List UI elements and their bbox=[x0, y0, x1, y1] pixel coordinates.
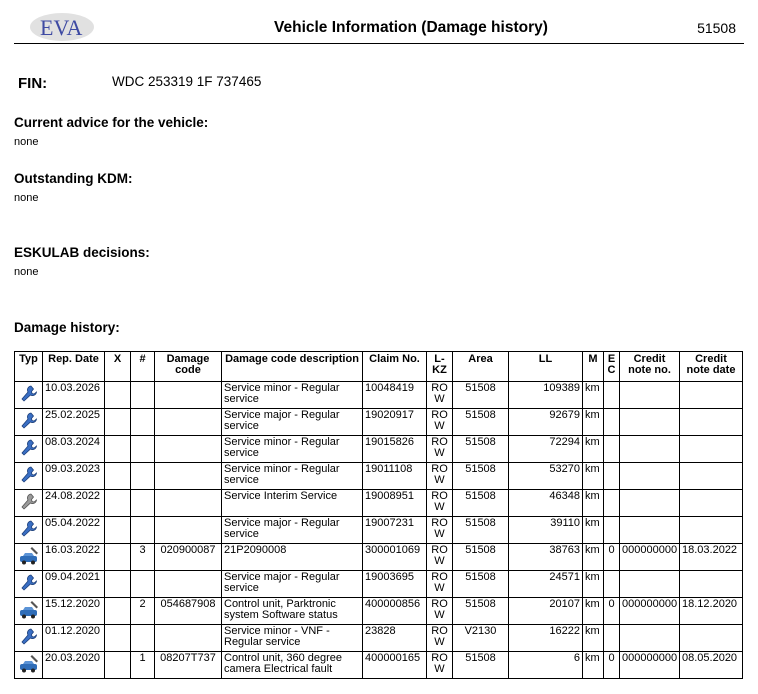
cell-area: 51508 bbox=[453, 517, 509, 544]
cell-description: Service major - Regular service bbox=[222, 409, 363, 436]
cell-damage-code: 020900087 bbox=[155, 544, 222, 571]
cell-ll: 53270 bbox=[509, 463, 583, 490]
cell-claim-no: 19007231 bbox=[363, 517, 427, 544]
cell-rep-date: 25.02.2025 bbox=[43, 409, 105, 436]
cell-description: Service minor - Regular service bbox=[222, 436, 363, 463]
cell-damage-code bbox=[155, 436, 222, 463]
cell-claim-no: 400000856 bbox=[363, 598, 427, 625]
cell-lkz: RO W bbox=[427, 382, 453, 409]
cell-rep-date: 09.04.2021 bbox=[43, 571, 105, 598]
cell-typ bbox=[15, 544, 43, 571]
cell-typ bbox=[15, 463, 43, 490]
table-row bbox=[15, 544, 743, 571]
cell-credit-note-no bbox=[620, 490, 680, 517]
cell-credit-note-no: 000000000 bbox=[620, 544, 680, 571]
cell-credit-note-no bbox=[620, 409, 680, 436]
cell-x bbox=[105, 598, 131, 625]
table-row bbox=[15, 436, 743, 463]
cell-ec: 0 bbox=[604, 544, 620, 571]
cell-claim-no: 19015826 bbox=[363, 436, 427, 463]
cell-damage-code: 08207T737 bbox=[155, 652, 222, 679]
cell-num: 1 bbox=[131, 652, 155, 679]
cell-ec bbox=[604, 409, 620, 436]
cell-num bbox=[131, 490, 155, 517]
cell-ll: 92679 bbox=[509, 409, 583, 436]
cell-credit-note-no bbox=[620, 436, 680, 463]
cell-x bbox=[105, 544, 131, 571]
cell-rep-date: 24.08.2022 bbox=[43, 490, 105, 517]
cell-num bbox=[131, 463, 155, 490]
cell-damage-code bbox=[155, 463, 222, 490]
kdm-text: none bbox=[14, 192, 39, 204]
cell-lkz: RO W bbox=[427, 463, 453, 490]
cell-lkz: RO W bbox=[427, 652, 453, 679]
cell-area: 51508 bbox=[453, 571, 509, 598]
cell-ec bbox=[604, 463, 620, 490]
cell-area: 51508 bbox=[453, 598, 509, 625]
wrench-grey-icon bbox=[18, 491, 40, 513]
cell-description: Service Interim Service bbox=[222, 490, 363, 517]
cell-lkz: RO W bbox=[427, 625, 453, 652]
cell-m: km bbox=[583, 490, 604, 517]
cell-claim-no: 10048419 bbox=[363, 382, 427, 409]
table-row bbox=[15, 598, 743, 625]
dealer-number: 51508 bbox=[697, 20, 736, 36]
cell-lkz: RO W bbox=[427, 517, 453, 544]
wrench-icon bbox=[18, 626, 40, 648]
col-lkz: L-KZ bbox=[427, 352, 453, 382]
cell-credit-note-date bbox=[680, 436, 743, 463]
cell-rep-date: 09.03.2023 bbox=[43, 463, 105, 490]
cell-lkz: RO W bbox=[427, 490, 453, 517]
cell-credit-note-date: 18.12.2020 bbox=[680, 598, 743, 625]
cell-credit-note-no bbox=[620, 625, 680, 652]
table-row bbox=[15, 571, 743, 598]
cell-ec bbox=[604, 571, 620, 598]
cell-rep-date: 05.04.2022 bbox=[43, 517, 105, 544]
col-ec: E C bbox=[604, 352, 620, 382]
cell-ec bbox=[604, 382, 620, 409]
table-row bbox=[15, 652, 743, 679]
cell-ec: 0 bbox=[604, 652, 620, 679]
advice-heading: Current advice for the vehicle: bbox=[14, 115, 209, 130]
col-m: M bbox=[583, 352, 604, 382]
cell-lkz: RO W bbox=[427, 598, 453, 625]
cell-num: 2 bbox=[131, 598, 155, 625]
col-ll: LL bbox=[509, 352, 583, 382]
history-heading: Damage history: bbox=[14, 320, 120, 335]
table-row bbox=[15, 463, 743, 490]
cell-ll: 109389 bbox=[509, 382, 583, 409]
cell-claim-no: 19003695 bbox=[363, 571, 427, 598]
cell-rep-date: 16.03.2022 bbox=[43, 544, 105, 571]
cell-x bbox=[105, 436, 131, 463]
col-num: # bbox=[131, 352, 155, 382]
cell-credit-note-date bbox=[680, 625, 743, 652]
cell-area: V2130 bbox=[453, 625, 509, 652]
cell-x bbox=[105, 409, 131, 436]
cell-ec bbox=[604, 436, 620, 463]
cell-x bbox=[105, 625, 131, 652]
wrench-icon bbox=[18, 464, 40, 486]
cell-damage-code bbox=[155, 571, 222, 598]
cell-credit-note-date bbox=[680, 463, 743, 490]
cell-credit-note-date: 18.03.2022 bbox=[680, 544, 743, 571]
cell-m: km bbox=[583, 409, 604, 436]
wrench-icon bbox=[18, 383, 40, 405]
cell-description: Service major - Regular service bbox=[222, 571, 363, 598]
cell-num bbox=[131, 382, 155, 409]
cell-ec bbox=[604, 490, 620, 517]
page-header bbox=[14, 10, 744, 44]
cell-m: km bbox=[583, 544, 604, 571]
cell-rep-date: 01.12.2020 bbox=[43, 625, 105, 652]
eskulab-text: none bbox=[14, 266, 39, 278]
cell-credit-note-date bbox=[680, 571, 743, 598]
cell-num bbox=[131, 409, 155, 436]
logo-text: EVA bbox=[40, 15, 83, 40]
cell-damage-code bbox=[155, 382, 222, 409]
cell-claim-no: 19008951 bbox=[363, 490, 427, 517]
cell-num bbox=[131, 436, 155, 463]
cell-credit-note-no bbox=[620, 571, 680, 598]
eva-logo bbox=[30, 13, 94, 41]
cell-area: 51508 bbox=[453, 436, 509, 463]
damage-history-table bbox=[14, 351, 743, 679]
cell-typ bbox=[15, 517, 43, 544]
page-title: Vehicle Information (Damage history) bbox=[274, 19, 548, 36]
cell-credit-note-no: 000000000 bbox=[620, 652, 680, 679]
col-description: Damage code description bbox=[222, 352, 363, 382]
cell-area: 51508 bbox=[453, 409, 509, 436]
cell-ec: 0 bbox=[604, 598, 620, 625]
cell-m: km bbox=[583, 382, 604, 409]
cell-credit-note-date bbox=[680, 409, 743, 436]
cell-description: Service major - Regular service bbox=[222, 517, 363, 544]
car-repair-icon bbox=[18, 653, 40, 675]
cell-description: Service minor - Regular service bbox=[222, 463, 363, 490]
col-area: Area bbox=[453, 352, 509, 382]
cell-damage-code bbox=[155, 625, 222, 652]
cell-m: km bbox=[583, 571, 604, 598]
cell-lkz: RO W bbox=[427, 544, 453, 571]
cell-typ bbox=[15, 652, 43, 679]
eskulab-heading: ESKULAB decisions: bbox=[14, 245, 150, 260]
cell-claim-no: 400000165 bbox=[363, 652, 427, 679]
cell-description: Control unit, Parktronic system Software status bbox=[222, 598, 363, 625]
cell-m: km bbox=[583, 625, 604, 652]
cell-ll: 20107 bbox=[509, 598, 583, 625]
cell-typ bbox=[15, 625, 43, 652]
col-typ: Typ bbox=[15, 352, 43, 382]
cell-typ bbox=[15, 571, 43, 598]
fin-label: FIN: bbox=[18, 75, 48, 92]
cell-area: 51508 bbox=[453, 463, 509, 490]
table-row bbox=[15, 625, 743, 652]
table-row bbox=[15, 517, 743, 544]
cell-x bbox=[105, 490, 131, 517]
cell-ll: 16222 bbox=[509, 625, 583, 652]
cell-m: km bbox=[583, 436, 604, 463]
wrench-icon bbox=[18, 572, 40, 594]
cell-claim-no: 300001069 bbox=[363, 544, 427, 571]
table-row bbox=[15, 409, 743, 436]
col-claim-no: Claim No. bbox=[363, 352, 427, 382]
cell-rep-date: 15.12.2020 bbox=[43, 598, 105, 625]
cell-lkz: RO W bbox=[427, 409, 453, 436]
cell-rep-date: 10.03.2026 bbox=[43, 382, 105, 409]
cell-credit-note-date: 08.05.2020 bbox=[680, 652, 743, 679]
cell-m: km bbox=[583, 652, 604, 679]
cell-x bbox=[105, 571, 131, 598]
cell-ll: 72294 bbox=[509, 436, 583, 463]
cell-ll: 24571 bbox=[509, 571, 583, 598]
cell-typ bbox=[15, 436, 43, 463]
cell-m: km bbox=[583, 463, 604, 490]
kdm-heading: Outstanding KDM: bbox=[14, 171, 133, 186]
fin-value: WDC 253319 1F 737465 bbox=[112, 74, 262, 89]
cell-m: km bbox=[583, 517, 604, 544]
cell-credit-note-date bbox=[680, 490, 743, 517]
wrench-icon bbox=[18, 518, 40, 540]
wrench-icon bbox=[18, 437, 40, 459]
cell-num bbox=[131, 625, 155, 652]
cell-damage-code bbox=[155, 409, 222, 436]
cell-credit-note-no bbox=[620, 517, 680, 544]
cell-damage-code: 054687908 bbox=[155, 598, 222, 625]
cell-ec bbox=[604, 517, 620, 544]
col-x: X bbox=[105, 352, 131, 382]
cell-m: km bbox=[583, 598, 604, 625]
advice-text: none bbox=[14, 136, 39, 148]
cell-ll: 38763 bbox=[509, 544, 583, 571]
car-repair-icon bbox=[18, 599, 40, 621]
cell-ec bbox=[604, 625, 620, 652]
cell-typ bbox=[15, 598, 43, 625]
cell-description: Service minor - VNF - Regular service bbox=[222, 625, 363, 652]
car-repair-icon bbox=[18, 545, 40, 567]
col-credit-note-date: Credit note date bbox=[680, 352, 743, 382]
cell-x bbox=[105, 517, 131, 544]
cell-num bbox=[131, 517, 155, 544]
cell-ll: 46348 bbox=[509, 490, 583, 517]
cell-rep-date: 08.03.2024 bbox=[43, 436, 105, 463]
cell-x bbox=[105, 652, 131, 679]
cell-typ bbox=[15, 409, 43, 436]
col-credit-note-no: Credit note no. bbox=[620, 352, 680, 382]
cell-damage-code bbox=[155, 517, 222, 544]
col-damage-code: Damage code bbox=[155, 352, 222, 382]
cell-credit-note-no bbox=[620, 463, 680, 490]
col-rep-date: Rep. Date bbox=[43, 352, 105, 382]
cell-ll: 6 bbox=[509, 652, 583, 679]
table-header-row bbox=[15, 352, 743, 382]
cell-description: Control unit, 360 degree camera Electrical fault bbox=[222, 652, 363, 679]
cell-credit-note-date bbox=[680, 382, 743, 409]
cell-claim-no: 19011108 bbox=[363, 463, 427, 490]
cell-x bbox=[105, 382, 131, 409]
cell-credit-note-no: 000000000 bbox=[620, 598, 680, 625]
cell-num: 3 bbox=[131, 544, 155, 571]
table-row bbox=[15, 382, 743, 409]
cell-num bbox=[131, 571, 155, 598]
cell-claim-no: 19020917 bbox=[363, 409, 427, 436]
cell-typ bbox=[15, 490, 43, 517]
cell-lkz: RO W bbox=[427, 571, 453, 598]
cell-description: Service minor - Regular service bbox=[222, 382, 363, 409]
cell-claim-no: 23828 bbox=[363, 625, 427, 652]
cell-ll: 39110 bbox=[509, 517, 583, 544]
cell-lkz: RO W bbox=[427, 436, 453, 463]
cell-area: 51508 bbox=[453, 382, 509, 409]
wrench-icon bbox=[18, 410, 40, 432]
cell-area: 51508 bbox=[453, 652, 509, 679]
cell-area: 51508 bbox=[453, 490, 509, 517]
cell-typ bbox=[15, 382, 43, 409]
cell-credit-note-no bbox=[620, 382, 680, 409]
cell-damage-code bbox=[155, 490, 222, 517]
cell-credit-note-date bbox=[680, 517, 743, 544]
table-row bbox=[15, 490, 743, 517]
cell-area: 51508 bbox=[453, 544, 509, 571]
cell-description: 21P2090008 bbox=[222, 544, 363, 571]
cell-x bbox=[105, 463, 131, 490]
cell-rep-date: 20.03.2020 bbox=[43, 652, 105, 679]
